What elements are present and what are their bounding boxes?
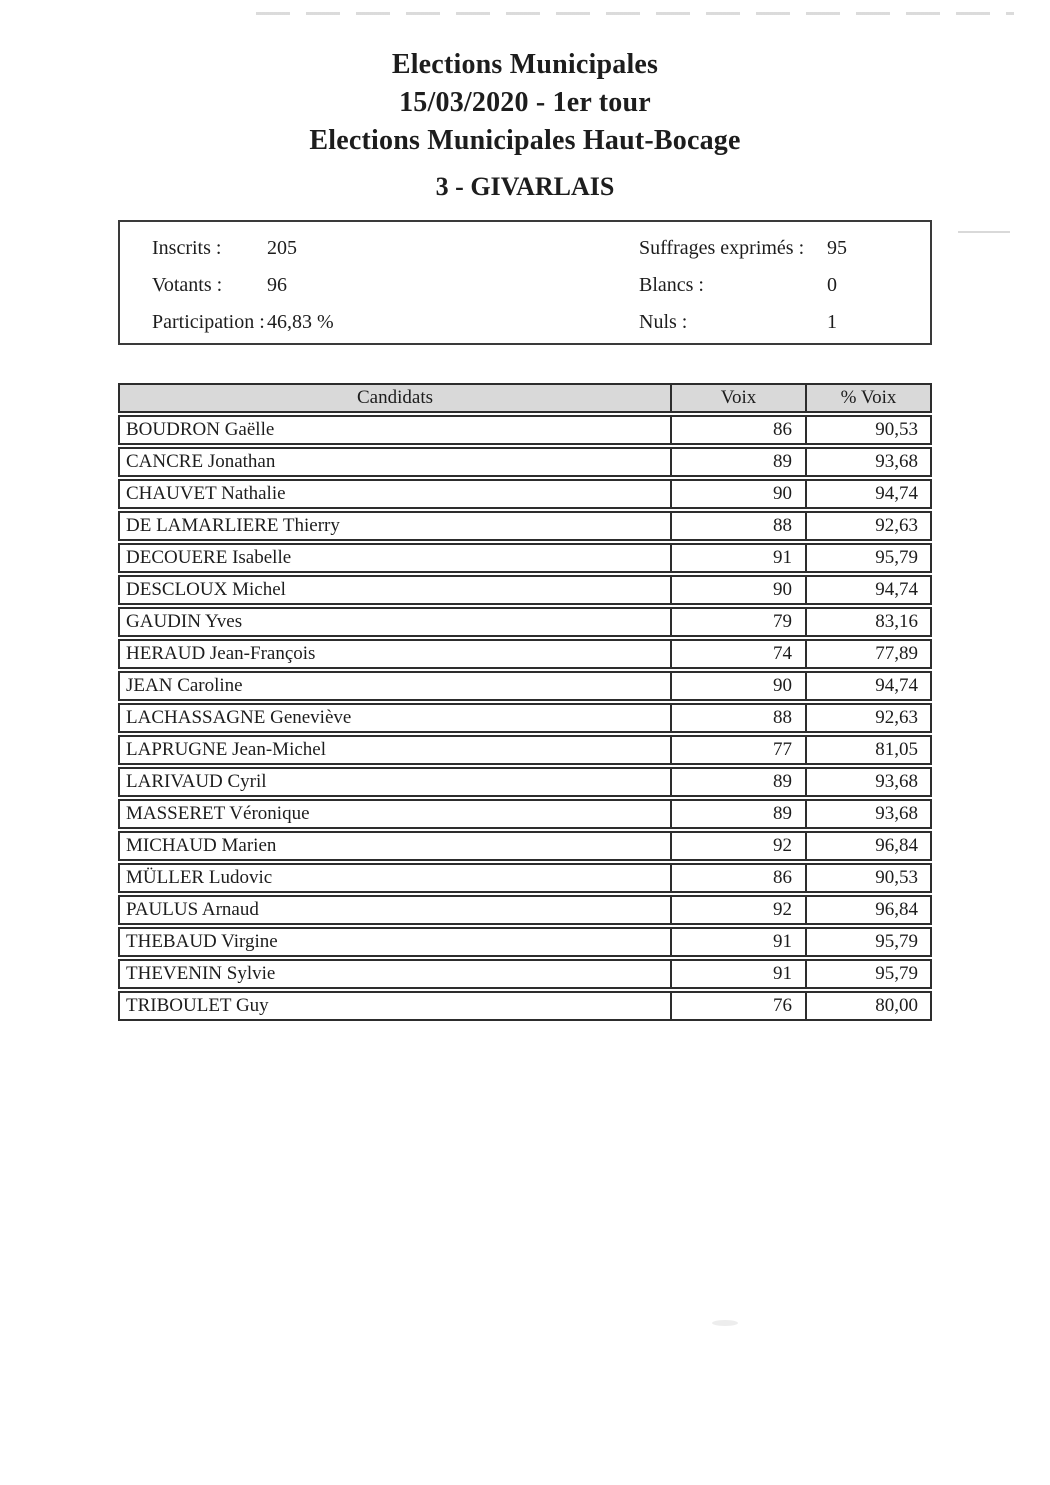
table-row bbox=[118, 959, 932, 989]
table-row bbox=[118, 543, 932, 573]
candidate-votes: 74 bbox=[670, 641, 805, 667]
suffrages-label: Suffrages exprimés : bbox=[639, 237, 805, 259]
scan-artifact-line bbox=[256, 12, 1014, 15]
table-row bbox=[118, 991, 932, 1021]
candidate-votes-percent: 90,53 bbox=[805, 865, 930, 891]
candidate-votes: 92 bbox=[670, 897, 805, 923]
candidate-votes: 79 bbox=[670, 609, 805, 635]
nuls-label: Nuls : bbox=[639, 311, 688, 333]
candidate-votes: 91 bbox=[670, 545, 805, 571]
candidate-name: CHAUVET Nathalie bbox=[126, 483, 286, 504]
candidate-votes: 92 bbox=[670, 833, 805, 859]
participation-label: Participation : bbox=[152, 311, 265, 333]
candidate-name: LACHASSAGNE Geneviève bbox=[126, 707, 352, 728]
candidate-name: LAPRUGNE Jean-Michel bbox=[126, 739, 326, 760]
table-row bbox=[118, 703, 932, 733]
table-row bbox=[118, 735, 932, 765]
candidate-votes-percent: 93,68 bbox=[805, 449, 930, 475]
candidate-name: DECOUERE Isabelle bbox=[126, 547, 292, 568]
blancs-value: 0 bbox=[827, 274, 837, 296]
table-row bbox=[118, 639, 932, 669]
candidate-votes-percent: 93,68 bbox=[805, 769, 930, 795]
candidate-name: THEVENIN Sylvie bbox=[126, 963, 276, 984]
table-row bbox=[118, 511, 932, 541]
table-row bbox=[118, 799, 932, 829]
candidate-votes-percent: 94,74 bbox=[805, 481, 930, 507]
table-row bbox=[118, 607, 932, 637]
votants-value: 96 bbox=[267, 274, 287, 296]
candidate-name: JEAN Caroline bbox=[126, 675, 243, 696]
candidate-votes-percent: 80,00 bbox=[805, 993, 930, 1019]
candidate-votes-percent: 95,79 bbox=[805, 961, 930, 987]
blancs-label: Blancs : bbox=[639, 274, 704, 296]
candidate-name: HERAUD Jean-François bbox=[126, 643, 316, 664]
candidate-votes: 76 bbox=[670, 993, 805, 1019]
title-line-3: Elections Municipales Haut-Bocage bbox=[309, 125, 741, 156]
table-row bbox=[118, 671, 932, 701]
candidate-votes: 89 bbox=[670, 801, 805, 827]
candidate-votes-percent: 94,74 bbox=[805, 577, 930, 603]
candidate-votes: 90 bbox=[670, 673, 805, 699]
candidate-votes: 89 bbox=[670, 449, 805, 475]
candidate-votes: 89 bbox=[670, 769, 805, 795]
candidate-name: TRIBOULET Guy bbox=[126, 995, 269, 1016]
results-table bbox=[118, 383, 932, 1021]
column-header-candidats: Candidats bbox=[357, 387, 433, 408]
participation-value: 46,83 % bbox=[267, 311, 334, 333]
column-header-pct-voix: % Voix bbox=[805, 385, 930, 411]
candidate-votes: 86 bbox=[670, 417, 805, 443]
candidate-name: MICHAUD Marien bbox=[126, 835, 277, 856]
table-header-row bbox=[118, 383, 932, 413]
section-title: 3 - GIVARLAIS bbox=[435, 172, 615, 201]
scan-artifact-dash bbox=[958, 231, 1010, 233]
table-row bbox=[118, 415, 932, 445]
table-row bbox=[118, 479, 932, 509]
table-row bbox=[118, 447, 932, 477]
table-row bbox=[118, 831, 932, 861]
candidate-votes: 90 bbox=[670, 481, 805, 507]
candidate-votes: 77 bbox=[670, 737, 805, 763]
candidate-votes-percent: 77,89 bbox=[805, 641, 930, 667]
candidate-votes-percent: 96,84 bbox=[805, 897, 930, 923]
inscrits-label: Inscrits : bbox=[152, 237, 222, 259]
candidate-name: LARIVAUD Cyril bbox=[126, 771, 267, 792]
title-line-1: Elections Municipales bbox=[391, 49, 659, 80]
nuls-value: 1 bbox=[827, 311, 837, 333]
candidate-name: BOUDRON Gaëlle bbox=[126, 419, 275, 440]
candidate-votes-percent: 83,16 bbox=[805, 609, 930, 635]
candidate-name: GAUDIN Yves bbox=[126, 611, 243, 632]
candidate-votes-percent: 92,63 bbox=[805, 705, 930, 731]
candidate-votes: 91 bbox=[670, 961, 805, 987]
candidate-votes: 91 bbox=[670, 929, 805, 955]
candidate-votes-percent: 81,05 bbox=[805, 737, 930, 763]
candidate-name: THEBAUD Virgine bbox=[126, 931, 278, 952]
votants-label: Votants : bbox=[152, 274, 223, 296]
table-row bbox=[118, 863, 932, 893]
summary-box bbox=[118, 220, 932, 345]
scan-artifact-smudge bbox=[712, 1320, 738, 1326]
table-row bbox=[118, 767, 932, 797]
candidate-name: MÜLLER Ludovic bbox=[126, 867, 273, 888]
candidate-votes-percent: 96,84 bbox=[805, 833, 930, 859]
candidate-votes-percent: 92,63 bbox=[805, 513, 930, 539]
table-row bbox=[118, 895, 932, 925]
suffrages-value: 95 bbox=[827, 237, 847, 259]
candidate-votes-percent: 95,79 bbox=[805, 929, 930, 955]
title-line-2: 15/03/2020 - 1er tour bbox=[399, 87, 651, 118]
candidate-name: PAULUS Arnaud bbox=[126, 899, 259, 920]
table-body bbox=[118, 415, 932, 1021]
document-header bbox=[0, 0, 1050, 160]
table-row bbox=[118, 927, 932, 957]
candidate-votes: 88 bbox=[670, 705, 805, 731]
candidate-votes-percent: 94,74 bbox=[805, 673, 930, 699]
candidate-votes-percent: 90,53 bbox=[805, 417, 930, 443]
candidate-votes-percent: 93,68 bbox=[805, 801, 930, 827]
table-row bbox=[118, 575, 932, 605]
candidate-name: MASSERET Véronique bbox=[126, 803, 310, 824]
inscrits-value: 205 bbox=[267, 237, 297, 259]
candidate-name: DESCLOUX Michel bbox=[126, 579, 286, 600]
candidate-votes: 90 bbox=[670, 577, 805, 603]
candidate-votes: 88 bbox=[670, 513, 805, 539]
candidate-votes-percent: 95,79 bbox=[805, 545, 930, 571]
column-header-voix: Voix bbox=[670, 385, 805, 411]
candidate-votes: 86 bbox=[670, 865, 805, 891]
candidate-name: DE LAMARLIERE Thierry bbox=[126, 515, 340, 536]
candidate-name: CANCRE Jonathan bbox=[126, 451, 276, 472]
